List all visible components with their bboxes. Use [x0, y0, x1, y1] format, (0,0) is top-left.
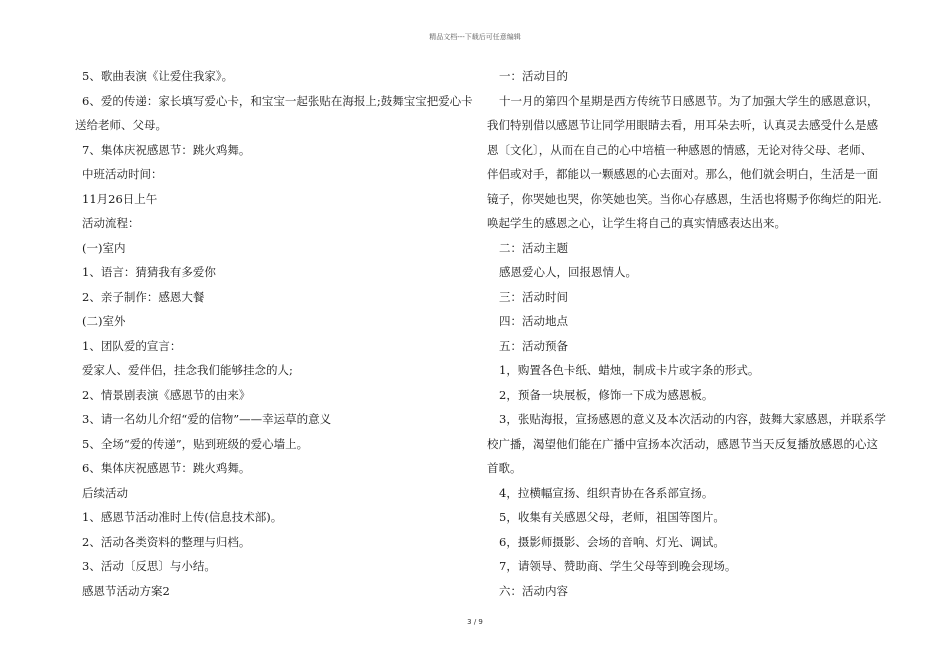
text-line: 4，拉横幅宣扬、组织青协在各系部宣扬。	[499, 486, 714, 500]
text-line: 1、语言：猜猜我有多爱你	[82, 265, 216, 279]
text-line: 二：活动主题	[499, 241, 568, 255]
text-line: 11月26日上午	[82, 192, 158, 206]
text-line: 一：活动目的	[499, 69, 568, 83]
text-line: 中班活动时间：	[82, 167, 163, 181]
text-line: 1、团队爱的宣言：	[82, 339, 182, 353]
text-line: 伴侣或对手，都能以一颗感恩的心去面对。那么，他们就会明白，生活是一面	[487, 167, 878, 181]
text-line: 3、活动〔反思〕与小结。	[82, 559, 216, 573]
text-line: 四：活动地点	[499, 314, 568, 328]
text-line: 镜子，你哭她也哭，你笑她也笑。当你心存感恩，生活也将赐予你绚烂的阳光.	[487, 192, 882, 206]
text-line: (二)室外	[82, 314, 126, 328]
text-line: 感恩爱心人，回报恩情人。	[499, 265, 637, 279]
text-line: 7，请领导、赞助商、学生父母等到晚会现场。	[499, 559, 737, 573]
text-line: 1，购置各色卡纸、蜡烛，制成卡片或字条的形式。	[499, 363, 760, 377]
text-line: 5、歌曲表演《让爱住我家》。	[82, 69, 234, 83]
page-header: 精品文档---下载后可任意编辑	[429, 33, 521, 41]
text-line: 首歌。	[487, 461, 522, 475]
text-line: 5，收集有关感恩父母，老师，祖国等图片。	[499, 510, 725, 524]
text-line: 唤起学生的感恩之心，让学生将自己的真实情感表达出来。	[487, 216, 786, 230]
text-line: 后续活动	[82, 486, 128, 500]
text-line: 2、情景剧表演《感恩节的由来》	[82, 388, 251, 402]
text-line: 2、活动各类资料的整理与归档。	[82, 535, 251, 549]
text-line: 1、感恩节活动准时上传(信息技术部)。	[82, 510, 283, 524]
text-line: 恩〔文化〕，从而在自己的心中培植一种感恩的情感，无论对待父母、老师、	[487, 143, 873, 157]
text-line: 校广播，渴望他们能在广播中宣扬本次活动，感恩节当天反复播放感恩的心这	[487, 437, 878, 451]
text-line: 送给老师、父母。	[75, 118, 167, 132]
text-line: 六：活动内容	[499, 584, 568, 598]
text-line: 爱家人、爱伴侣，挂念我们能够挂念的人;	[82, 363, 293, 377]
text-line: 三：活动时间	[499, 290, 568, 304]
text-line: 6，摄影师摄影、会场的音响、灯光、调试。	[499, 535, 725, 549]
text-line: 6、爱的传递：家长填写爱心卡，和宝宝一起张贴在海报上;鼓舞宝宝把爱心卡	[82, 94, 473, 108]
text-line: 我们特别借以感恩节让同学用眼睛去看，用耳朵去听，认真灵去感受什么是感	[487, 118, 878, 132]
text-line: (一)室内	[82, 241, 126, 255]
text-line: 2、亲子制作：感恩大餐	[82, 290, 205, 304]
text-line: 2，预备一块展板，修饰一下成为感恩板。	[499, 388, 714, 402]
page-number: 3 / 9	[467, 618, 483, 626]
text-line: 十一月的第四个星期是西方传统节日感恩节。为了加强大学生的感恩意识，	[499, 94, 879, 108]
text-line: 7、集体庆祝感恩节：跳火鸡舞。	[82, 143, 251, 157]
text-line: 感恩节活动方案2	[82, 584, 170, 598]
text-line: 活动流程：	[82, 216, 140, 230]
text-line: 3，张贴海报，宣扬感恩的意义及本次活动的内容，鼓舞大家感恩，并联系学	[499, 412, 886, 426]
text-line: 3、请一名幼儿介绍“爱的信物”——幸运草的意义	[82, 412, 332, 426]
text-line: 6、集体庆祝感恩节：跳火鸡舞。	[82, 461, 251, 475]
text-line: 五：活动预备	[499, 339, 568, 353]
text-line: 5、全场“爱的传递”，贴到班级的爱心墙上。	[82, 437, 309, 451]
